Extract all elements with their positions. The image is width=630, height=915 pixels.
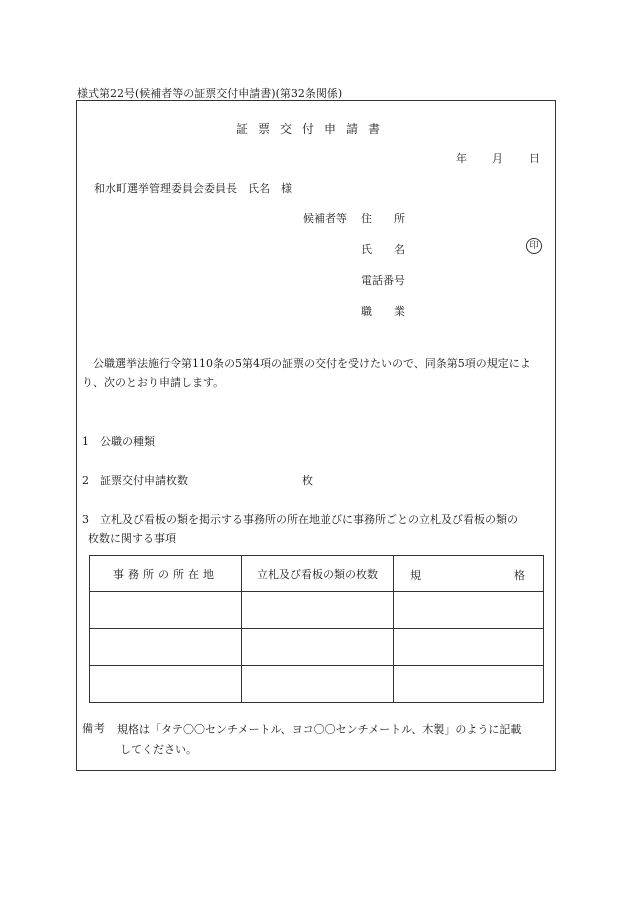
table-row	[90, 592, 544, 629]
cell-location[interactable]	[90, 666, 242, 703]
cell-count[interactable]	[242, 629, 394, 666]
signboard-table	[89, 555, 544, 703]
header-specification	[394, 556, 544, 592]
item-signboard-line2: 枚数に関する事項	[88, 532, 176, 545]
field-occupation-label: 職 業	[361, 305, 405, 318]
cell-specification[interactable]	[394, 629, 544, 666]
date-day-label: 日	[529, 152, 540, 165]
remarks-line1: 規格は「タテ〇〇センチメートル、ヨコ〇〇センチメートル、木製」のように記載	[117, 723, 522, 736]
remarks-text	[117, 720, 553, 760]
seal-mark: 印	[526, 238, 542, 254]
remarks-line2: してください。	[120, 743, 197, 756]
cell-count[interactable]	[242, 666, 394, 703]
applicant-label: 候補者等	[303, 212, 347, 225]
addressee: 和水町選挙管理委員会委員長 氏名 様	[94, 182, 292, 195]
item-signboard-line1: 3 立札及び看板の類を掲示する事務所の所在地並びに事務所ごとの立札及び看板の類の	[82, 513, 518, 526]
item-signboard-matters	[82, 510, 552, 548]
form-title: 証票交付申請書	[236, 122, 391, 136]
cell-specification[interactable]	[394, 592, 544, 629]
item-certificate-unit: 枚	[302, 474, 313, 487]
cell-count[interactable]	[242, 592, 394, 629]
table-row	[90, 666, 544, 703]
header-office-location: 事務所の所在地	[90, 556, 242, 592]
header-spec-part2: 格	[514, 569, 525, 582]
table-header-row	[90, 556, 544, 592]
date-month-label: 月	[492, 152, 503, 165]
remarks-label: 備考	[82, 722, 106, 735]
cell-location[interactable]	[90, 629, 242, 666]
field-address-label: 住 所	[361, 212, 405, 225]
form-caption: 様式第22号(候補者等の証票交付申請書)(第32条関係)	[77, 87, 343, 100]
cell-specification[interactable]	[394, 666, 544, 703]
table-row	[90, 629, 544, 666]
header-spec-part1: 規	[410, 569, 421, 582]
item-office-type: 1 公職の種類	[82, 435, 155, 448]
item-certificate-count: 2 証票交付申請枚数	[82, 474, 188, 487]
field-name-label: 氏 名	[361, 243, 405, 256]
cell-location[interactable]	[90, 592, 242, 629]
field-phone-label: 電話番号	[361, 274, 405, 287]
header-signboard-count: 立札及び看板の類の枚数	[242, 556, 394, 592]
date-year-label: 年	[456, 152, 467, 165]
application-statement: 公職選挙法施行令第110条の5第4項の証票の交付を受けたいので、同条第5項の規定により、次のとおり申請します。	[82, 357, 531, 389]
